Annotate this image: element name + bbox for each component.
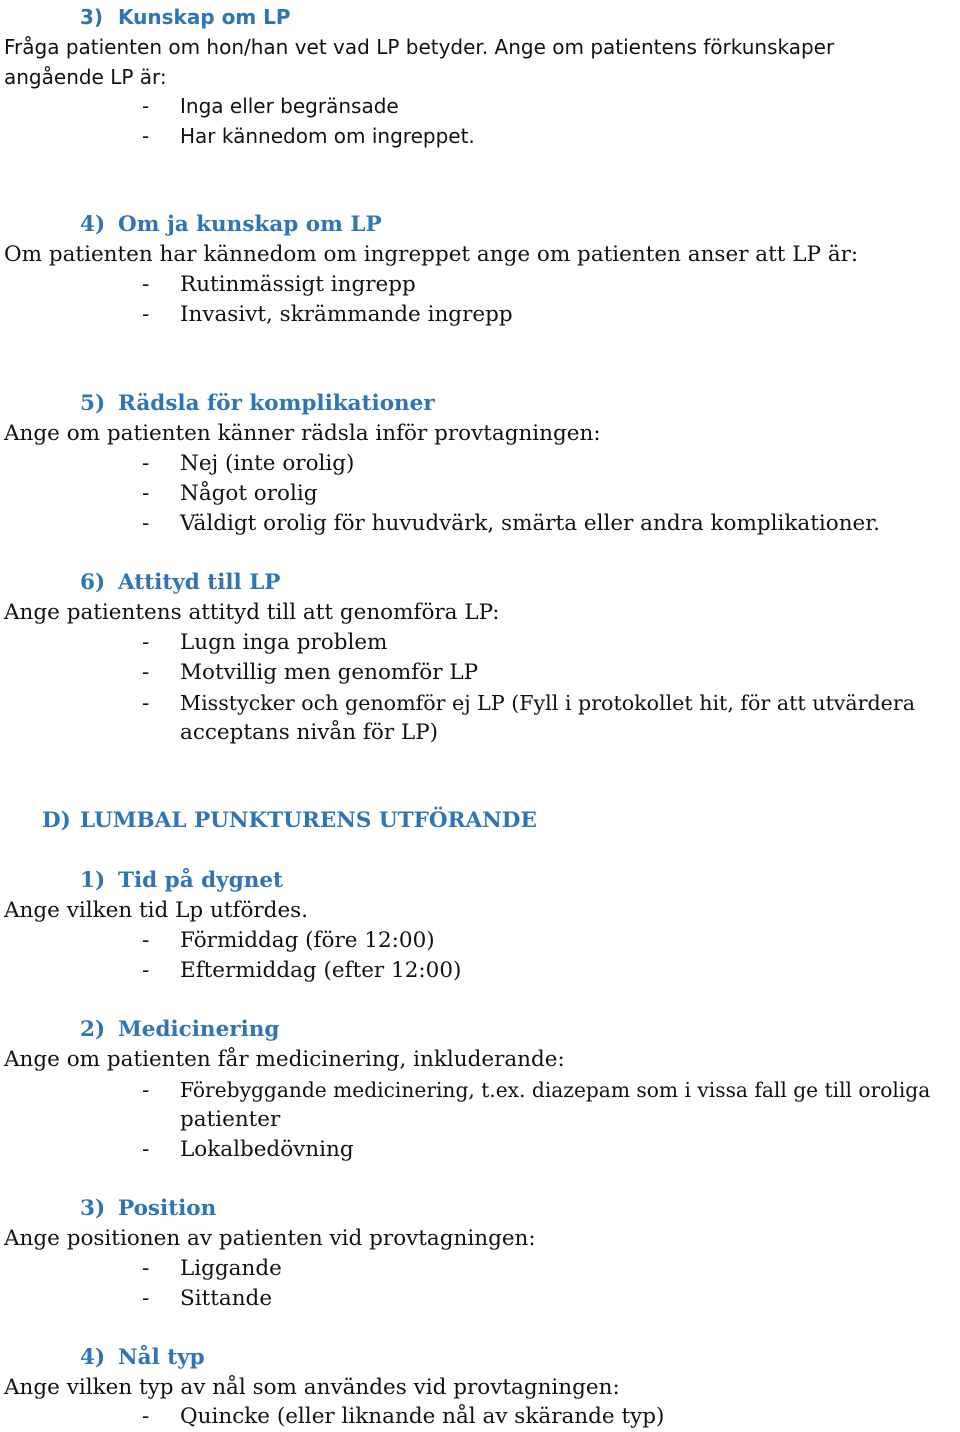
paragraph-line: Fråga patienten om hon/han vet vad LP betyder. Ange om patientens förkunskaper bbox=[4, 35, 835, 59]
heading-number: D) bbox=[42, 808, 71, 833]
section-heading-kunskap bbox=[80, 2, 291, 32]
heading-number: 4) bbox=[80, 1345, 106, 1370]
paragraph-line: Ange positionen av patienten vid provtagningen: bbox=[4, 1226, 536, 1251]
list-item-text: Nej (inte orolig) bbox=[180, 451, 355, 476]
list-item bbox=[142, 121, 475, 151]
list-item-text: Förmiddag (före 12:00) bbox=[180, 928, 435, 953]
list-item-text: Lugn inga problem bbox=[180, 630, 388, 655]
heading-title: Rädsla för komplikationer bbox=[118, 391, 435, 416]
bullet-dash: - bbox=[142, 691, 150, 716]
bullet-dash: - bbox=[142, 1256, 150, 1281]
section-heading-om-ja bbox=[80, 210, 382, 240]
section-heading-radsla bbox=[80, 389, 435, 419]
bullet-dash: - bbox=[142, 1137, 150, 1162]
list-item-text: Förebyggande medicinering, t.ex. diazepam som i vissa fall ge till oroliga bbox=[180, 1078, 931, 1102]
paragraph-line: Ange patientens attityd till att genomföra LP: bbox=[4, 600, 500, 625]
list-item-text: Väldigt orolig för huvudvärk, smärta eller andra komplikationer. bbox=[180, 511, 881, 536]
list-item bbox=[142, 1135, 354, 1165]
bullet-dash: - bbox=[142, 511, 150, 536]
heading-title: Om ja kunskap om LP bbox=[118, 212, 382, 237]
list-item bbox=[142, 628, 387, 658]
heading-title: Medicinering bbox=[118, 1017, 280, 1042]
section-heading-nal-typ bbox=[80, 1343, 205, 1373]
list-item-text: Sittande bbox=[180, 1286, 273, 1311]
list-item bbox=[142, 449, 354, 479]
bullet-dash: - bbox=[142, 481, 150, 506]
list-item-text: Rutinmässigt ingrepp bbox=[180, 272, 416, 297]
list-item bbox=[142, 479, 318, 509]
bullet-dash: - bbox=[142, 451, 150, 476]
list-item bbox=[142, 1284, 272, 1314]
list-item bbox=[142, 270, 416, 300]
paragraph-line: Ange om patienten känner rädsla inför provtagningen: bbox=[4, 421, 601, 446]
list-item bbox=[142, 91, 399, 121]
list-item bbox=[142, 1075, 930, 1105]
list-item bbox=[142, 688, 915, 718]
section-heading-tid bbox=[80, 866, 283, 896]
list-item bbox=[142, 658, 478, 688]
list-item bbox=[142, 300, 513, 330]
list-item-text: Quincke (eller liknande nål av skärande typ) bbox=[180, 1404, 665, 1429]
heading-title: Tid på dygnet bbox=[118, 868, 283, 893]
heading-number: 1) bbox=[80, 868, 106, 893]
list-item-text: Lokalbedövning bbox=[180, 1137, 354, 1162]
list-item-text: Eftermiddag (efter 12:00) bbox=[180, 958, 462, 983]
heading-number: 5) bbox=[80, 391, 106, 416]
heading-number: 4) bbox=[80, 212, 106, 237]
bullet-dash: - bbox=[142, 1404, 150, 1429]
list-item bbox=[142, 509, 880, 539]
heading-title: Position bbox=[118, 1196, 217, 1221]
list-item bbox=[142, 1254, 282, 1284]
bullet-dash: - bbox=[142, 94, 150, 118]
heading-title: LUMBAL PUNKTURENS UTFÖRANDE bbox=[80, 808, 537, 833]
bullet-dash: - bbox=[142, 1286, 150, 1311]
heading-number: 6) bbox=[80, 570, 106, 595]
paragraph-line: Ange vilken tid Lp utfördes. bbox=[4, 898, 309, 923]
bullet-dash: - bbox=[142, 928, 150, 953]
bullet-dash: - bbox=[142, 660, 150, 685]
list-item-text: Liggande bbox=[180, 1256, 282, 1281]
heading-title: Attityd till LP bbox=[118, 570, 281, 595]
list-item-text: Motvillig men genomför LP bbox=[180, 660, 479, 685]
bullet-dash: - bbox=[142, 958, 150, 983]
list-item-text: Inga eller begränsade bbox=[180, 94, 399, 118]
paragraph-line: Om patienten har kännedom om ingreppet ange om patienten anser att LP är: bbox=[4, 242, 859, 267]
heading-number: 3) bbox=[80, 5, 104, 29]
list-item-text: Något orolig bbox=[180, 481, 318, 506]
heading-title: Kunskap om LP bbox=[118, 5, 291, 29]
list-item-text: Har kännedom om ingreppet. bbox=[180, 124, 475, 148]
list-item-text: Invasivt, skrämmande ingrepp bbox=[180, 302, 513, 327]
section-heading-medicinering bbox=[80, 1015, 279, 1045]
section-heading-attityd bbox=[80, 568, 280, 598]
section-heading-position bbox=[80, 1194, 216, 1224]
paragraph-line: Ange vilken typ av nål som användes vid provtagningen: bbox=[4, 1375, 620, 1400]
heading-number: 2) bbox=[80, 1017, 106, 1042]
heading-title: Nål typ bbox=[118, 1345, 205, 1370]
paragraph-line: Ange om patienten får medicinering, inkluderande: bbox=[4, 1047, 565, 1072]
paragraph-line: angående LP är: bbox=[4, 65, 167, 89]
list-item-continuation: acceptans nivån för LP) bbox=[180, 720, 439, 745]
list-item bbox=[142, 926, 435, 956]
bullet-dash: - bbox=[142, 124, 150, 148]
bullet-dash: - bbox=[142, 302, 150, 327]
major-section-heading bbox=[42, 806, 537, 836]
bullet-dash: - bbox=[142, 630, 150, 655]
list-item-continuation: patienter bbox=[180, 1107, 281, 1132]
heading-number: 3) bbox=[80, 1196, 106, 1221]
list-item bbox=[142, 956, 461, 986]
list-item-text: Misstycker och genomför ej LP (Fyll i protokollet hit, för att utvärdera bbox=[180, 691, 915, 715]
bullet-dash: - bbox=[142, 1078, 150, 1103]
bullet-dash: - bbox=[142, 272, 150, 297]
list-item bbox=[142, 1402, 664, 1432]
